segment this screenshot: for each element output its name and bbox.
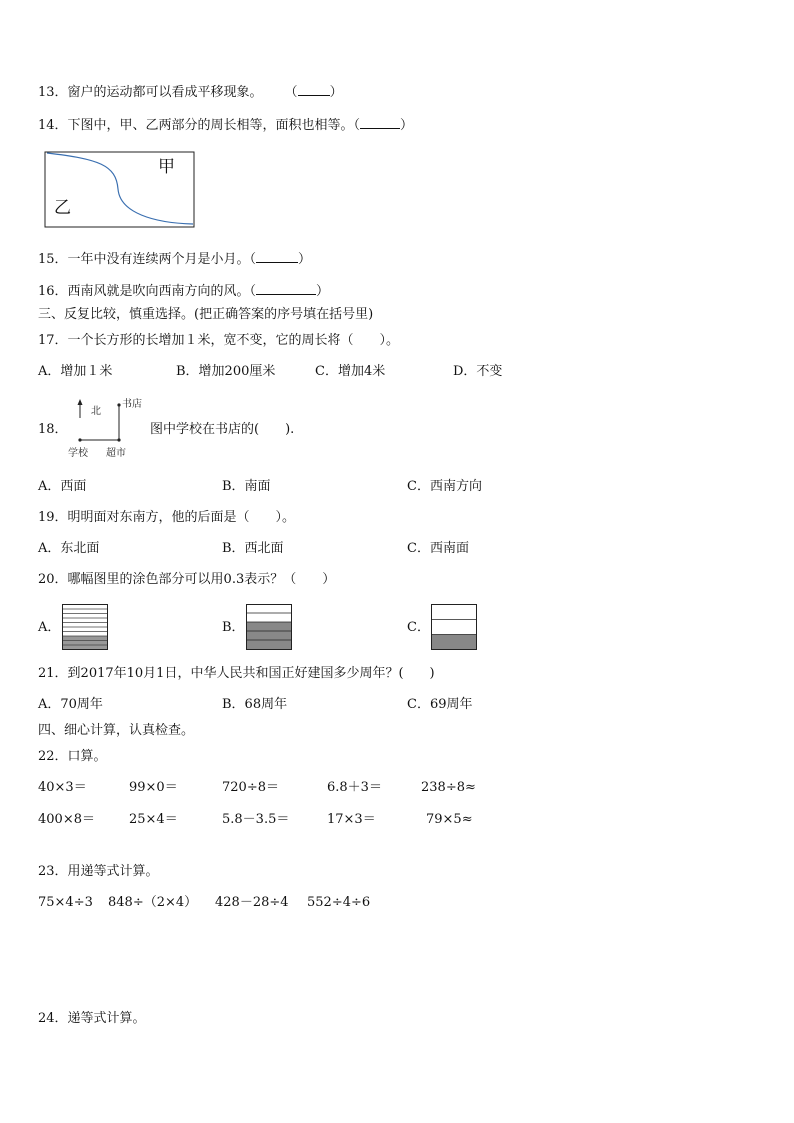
question-23-title: 23．用递等式计算。 xyxy=(38,864,159,879)
calc-22-6: 400×8＝ xyxy=(38,812,95,827)
answer-blank-15[interactable] xyxy=(256,250,298,263)
option-19-a[interactable]: A．东北面 xyxy=(38,541,100,556)
option-21-a[interactable]: A．70周年 xyxy=(38,697,103,712)
paren-close: ） xyxy=(329,85,343,100)
option-21-c[interactable]: C．69周年 xyxy=(407,697,473,712)
option-18-a[interactable]: A．西面 xyxy=(38,479,87,494)
calc-22-4: 6.8＋3＝ xyxy=(327,780,382,795)
paren-close: ） xyxy=(316,284,330,299)
option-20-b[interactable]: B． xyxy=(222,620,245,635)
calc-22-3: 720÷8＝ xyxy=(222,780,279,795)
calc-22-1: 40×3＝ xyxy=(38,780,87,795)
calc-22-10: 79×5≈ xyxy=(426,812,473,827)
option-19-b[interactable]: B．西北面 xyxy=(222,541,284,556)
option-17-d[interactable]: D．不变 xyxy=(453,364,503,379)
option-18-b[interactable]: B．南面 xyxy=(222,479,271,494)
question-16-text: 16．西南风就是吹向西南方向的风。（ xyxy=(38,284,257,299)
question-13-text: 13．窗户的运动都可以看成平移现象。 xyxy=(38,85,263,100)
map-north-label: 北 xyxy=(91,406,101,417)
question-13 xyxy=(38,83,343,101)
direction-map xyxy=(64,396,150,460)
calc-22-9: 17×3＝ xyxy=(327,812,376,827)
map-school-label: 学校 xyxy=(68,448,88,459)
question-15 xyxy=(38,250,311,268)
question-16 xyxy=(38,282,329,300)
section-4-title: 四、细心计算，认真检查。 xyxy=(38,723,195,738)
question-18-number: 18． xyxy=(38,422,68,437)
question-14 xyxy=(38,116,413,134)
option-17-b[interactable]: B．增加200厘米 xyxy=(176,364,276,379)
calc-23-2: 848÷（2×4） xyxy=(108,895,198,910)
bookstore-point xyxy=(117,403,120,406)
map-bookstore-label: 书店 xyxy=(122,399,142,410)
answer-blank-13[interactable] xyxy=(298,83,330,96)
option-20-b-figure[interactable] xyxy=(246,604,292,650)
paren-close: ） xyxy=(298,252,312,267)
calc-23-3: 428－28÷4 xyxy=(215,895,289,910)
question-14-text: 14．下图中，甲、乙两部分的周长相等，面积也相等。（ xyxy=(38,118,361,133)
question-20-text: 20．哪幅图里的涂色部分可以用0.3表示？（ ） xyxy=(38,572,336,587)
calc-22-7: 25×4＝ xyxy=(129,812,178,827)
north-arrowhead-icon xyxy=(78,399,83,405)
option-20-a-figure[interactable] xyxy=(62,604,108,650)
calc-22-5: 238÷8≈ xyxy=(421,780,476,795)
figure-jia-yi xyxy=(44,151,196,229)
question-17-text: 17．一个长方形的长增加１米，宽不变，它的周长将（ ）。 xyxy=(38,333,400,348)
calc-23-4: 552÷4÷6 xyxy=(307,895,371,910)
option-18-c[interactable]: C．西南方向 xyxy=(407,479,482,494)
question-18-text: 图中学校在书店的( ). xyxy=(150,422,295,437)
answer-blank-16[interactable] xyxy=(256,282,316,295)
label-yi: 乙 xyxy=(54,198,71,218)
question-19-text: 19．明明面对东南方，他的后面是（ ）。 xyxy=(38,510,296,525)
supermarket-point xyxy=(117,438,120,441)
calc-22-8: 5.8－3.5＝ xyxy=(222,812,290,827)
option-20-a[interactable]: A． xyxy=(38,620,61,635)
question-22-title: 22．口算。 xyxy=(38,749,107,764)
paren-close: ） xyxy=(400,118,414,133)
paren-open: （ xyxy=(284,85,298,100)
question-21-text: 21．到2017年10月1日，中华人民共和国正好建国多少周年？( ) xyxy=(38,666,435,681)
option-21-b[interactable]: B．68周年 xyxy=(222,697,288,712)
school-point xyxy=(78,438,81,441)
option-17-a[interactable]: A．增加１米 xyxy=(38,364,113,379)
label-jia: 甲 xyxy=(158,157,175,177)
option-20-c[interactable]: C． xyxy=(407,620,430,635)
map-supermarket-label: 超市 xyxy=(106,448,126,459)
option-20-c-figure[interactable] xyxy=(431,604,477,650)
answer-blank-14[interactable] xyxy=(360,116,400,129)
question-15-text: 15．一年中没有连续两个月是小月。（ xyxy=(38,252,257,267)
option-17-c[interactable]: C．增加4米 xyxy=(315,364,386,379)
option-19-c[interactable]: C．西南面 xyxy=(407,541,469,556)
question-24-title: 24．递等式计算。 xyxy=(38,1011,146,1026)
calc-22-2: 99×0＝ xyxy=(129,780,178,795)
calc-23-1: 75×4÷3 xyxy=(38,895,93,910)
section-3-title: 三、反复比较，慎重选择。(把正确答案的序号填在括号里) xyxy=(38,307,374,322)
